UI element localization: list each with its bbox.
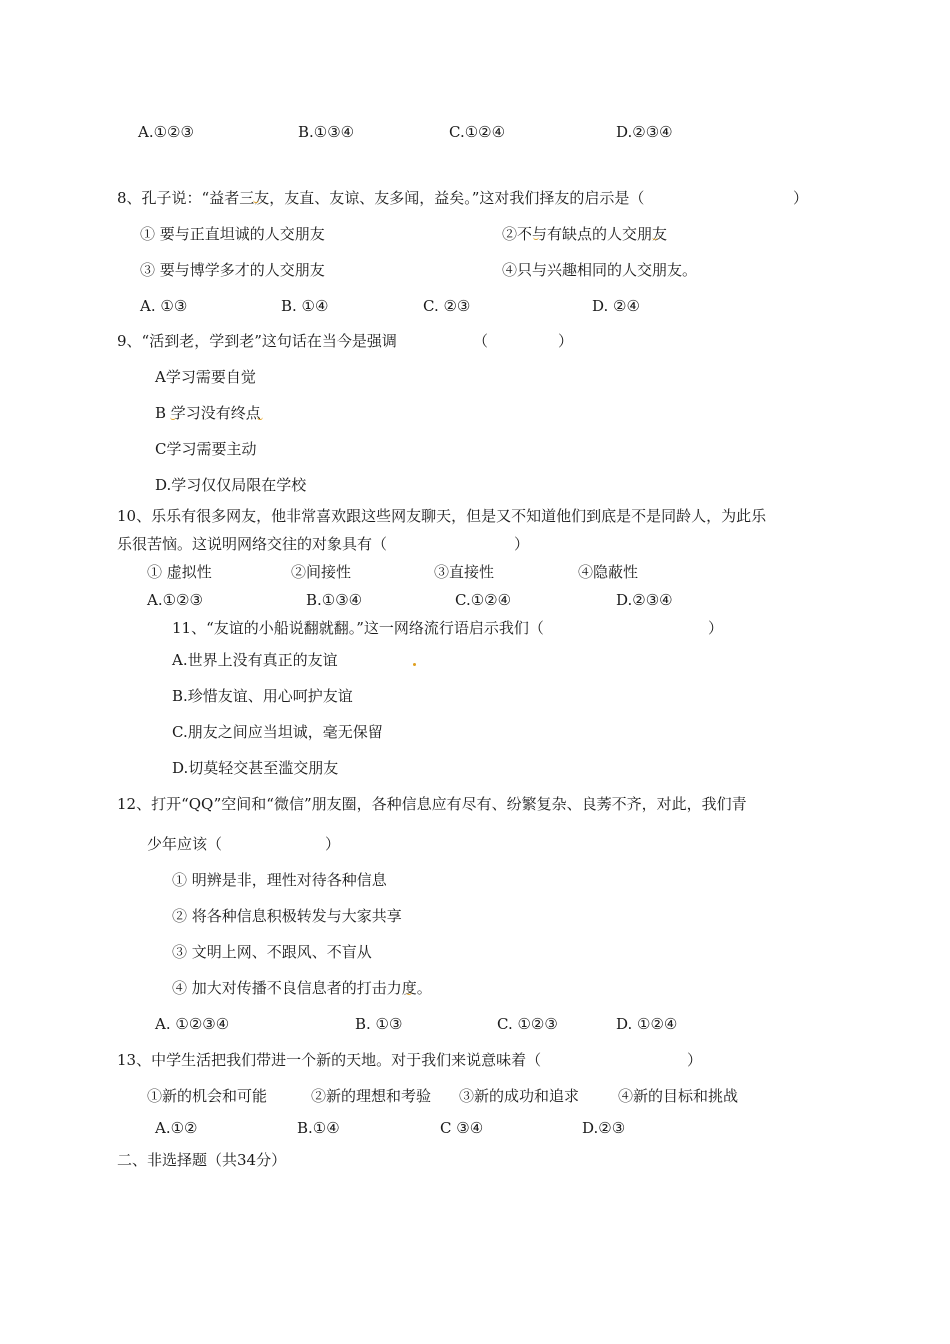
q10-option-c: C.①②④ [455, 591, 512, 609]
q7-option-c: C.①②④ [449, 123, 506, 141]
q12-stem-line2: 少年应该（ [147, 835, 223, 853]
q10-option-a: A.①②③ [147, 591, 203, 609]
q9-option-d: D.学习仅仅局限在学校 [155, 476, 307, 494]
q8-paren-close: ） [793, 189, 809, 207]
q13-item-3: ③新的成功和追求 [459, 1087, 580, 1105]
q8-option-d: D. ②④ [592, 297, 640, 315]
q13-item-2: ②新的理想和考验 [311, 1087, 432, 1105]
q8-item-1: ① 要与正直坦诚的人交朋友 [140, 225, 325, 243]
q10-item-1: ① 虚拟性 [147, 563, 212, 581]
q9-option-b: B 学习没有终点 [155, 404, 261, 422]
q8-item-4: ④只与兴趣相同的人交朋友。 [502, 261, 698, 279]
section-2-heading: 二、非选择题（共34分） [117, 1151, 287, 1169]
q10-item-4: ④隐蔽性 [578, 563, 639, 581]
q8-item-2: ②不与有缺点的人交朋友 [502, 225, 668, 243]
q8-option-b: B. ①④ [281, 297, 329, 315]
q10-paren-close: ） [514, 535, 530, 553]
q10-option-b: B.①③④ [306, 591, 363, 609]
q9-paren-open: （ [473, 332, 489, 350]
q10-stem-line1: 10、乐乐有很多网友，他非常喜欢跟这些网友聊天，但是又不知道他们到底是不是同龄人，为此乐 [117, 507, 767, 525]
q11-stem: 11、“友谊的小船说翻就翻。”这一网络流行语启示我们（ [172, 619, 544, 637]
q11-option-a: A.世界上没有真正的友谊 [172, 651, 338, 669]
editor-mark [413, 663, 416, 666]
q12-option-a: A. ①②③④ [155, 1015, 230, 1033]
q9-option-a: A学习需要自觉 [155, 368, 256, 386]
q12-item-1: ① 明辨是非，理性对待各种信息 [172, 871, 387, 889]
q11-option-b: B.珍惜友谊、用心呵护友谊 [172, 687, 353, 705]
q12-item-4: ④ 加大对传播不良信息者的打击力度。 [172, 979, 432, 997]
q11-paren-close: ） [708, 619, 724, 637]
q9-option-c: C学习需要主动 [155, 440, 257, 458]
q8-option-a: A. ①③ [140, 297, 188, 315]
q10-item-3: ③直接性 [434, 563, 495, 581]
q13-option-a: A.①② [155, 1119, 198, 1137]
q13-item-4: ④新的目标和挑战 [618, 1087, 739, 1105]
q9-paren-close: ） [558, 332, 574, 350]
q10-stem-line2: 乐很苦恼。这说明网络交往的对象具有（ [117, 535, 388, 553]
q12-option-d: D. ①②④ [616, 1015, 678, 1033]
q10-item-2: ②间接性 [291, 563, 352, 581]
q8-stem: 8、孔子说：“益者三友，友直、友谅、友多闻，益矣。”这对我们择友的启示是（ [117, 189, 645, 207]
q7-option-b: B.①③④ [298, 123, 355, 141]
q7-option-d: D.②③④ [616, 123, 673, 141]
q12-item-2: ② 将各种信息积极转发与大家共享 [172, 907, 402, 925]
q8-item-3: ③ 要与博学多才的人交朋友 [140, 261, 325, 279]
q12-option-b: B. ①③ [355, 1015, 403, 1033]
q11-option-d: D.切莫轻交甚至滥交朋友 [172, 759, 339, 777]
q8-option-c: C. ②③ [423, 297, 471, 315]
q13-option-d: D.②③ [582, 1119, 626, 1137]
q13-item-1: ①新的机会和可能 [147, 1087, 268, 1105]
q12-option-c: C. ①②③ [497, 1015, 558, 1033]
q13-option-b: B.①④ [297, 1119, 340, 1137]
q13-paren-close: ） [687, 1051, 703, 1069]
editor-mark [257, 416, 263, 420]
q9-stem: 9、“活到老，学到老”这句话在当今是强调 [117, 332, 397, 350]
q11-option-c: C.朋友之间应当坦诚，毫无保留 [172, 723, 383, 741]
q12-item-3: ③ 文明上网、不跟风、不盲从 [172, 943, 372, 961]
q7-option-a: A.①②③ [138, 123, 194, 141]
q10-option-d: D.②③④ [616, 591, 673, 609]
q12-stem-line1: 12、打开“QQ”空间和“微信”朋友圈，各种信息应有尽有、纷繁复杂、良莠不齐，对此，我们青 [117, 795, 747, 813]
q12-paren-close: ） [325, 835, 341, 853]
q13-stem: 13、中学生活把我们带进一个新的天地。对于我们来说意味着（ [117, 1051, 542, 1069]
q13-option-c: C ③④ [440, 1119, 484, 1137]
